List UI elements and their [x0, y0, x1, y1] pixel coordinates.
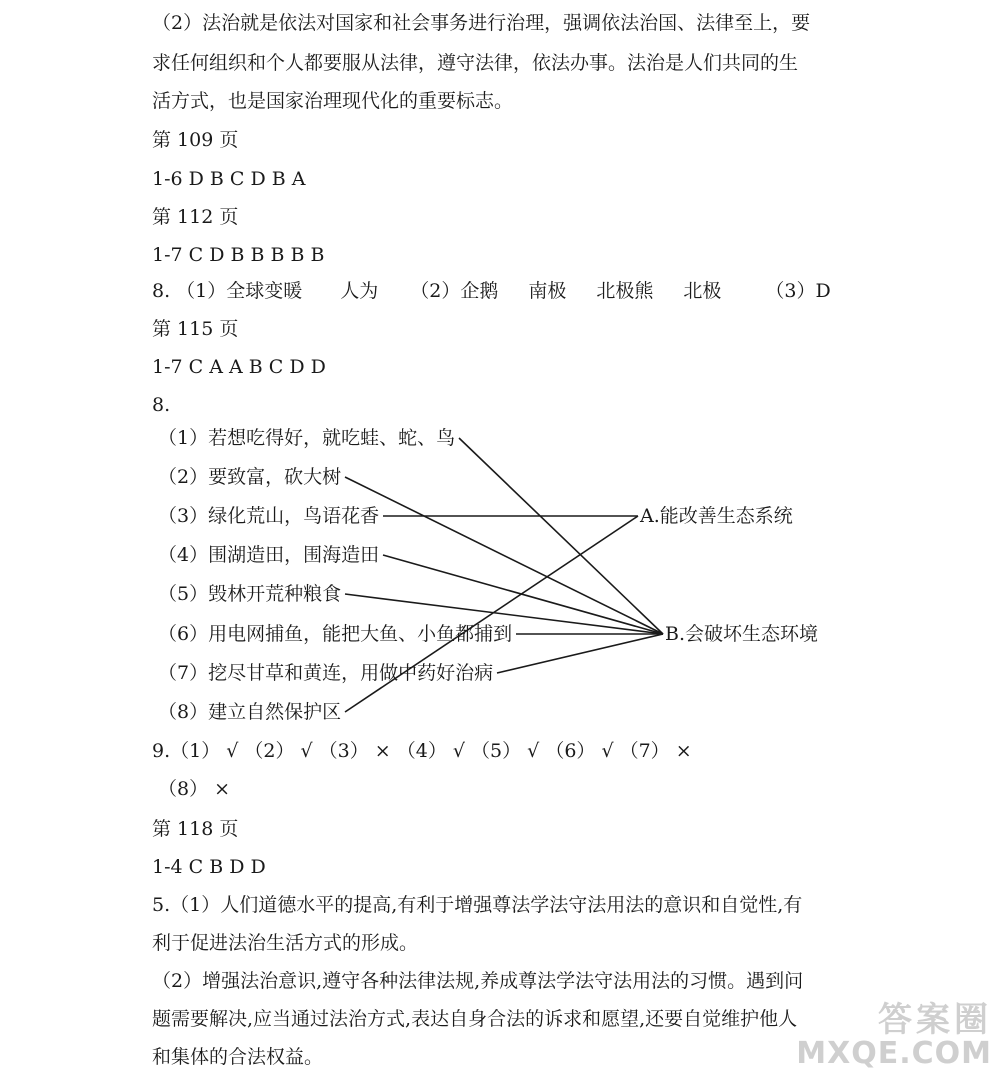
match-line-7-b: [497, 634, 663, 673]
q5-line: （2）增强法治意识,遵守各种法律法规,养成尊法学法守法用法的习惯。遇到问: [152, 970, 804, 992]
q8-part: （3）D: [765, 280, 831, 302]
q8-part: 8. （1）全球变暖: [152, 280, 303, 302]
target-a: A.能改善生态系统: [640, 505, 793, 527]
target-b: B.会破坏生态环境: [665, 623, 819, 645]
match-item: （7）挖尽甘草和黄连，用做中药好治病: [158, 662, 494, 684]
page-heading-112: 第 112 页: [152, 206, 239, 228]
match-item: （5）毁林开荒种粮食: [158, 583, 342, 605]
q5-line: 利于促进法治生活方式的形成。: [152, 932, 419, 954]
answers-112: 1-7 C D B B B B B: [152, 244, 325, 266]
q8-label-115: 8.: [152, 394, 171, 416]
paragraph-line: 活方式，也是国家治理现代化的重要标志。: [152, 90, 514, 112]
match-item: （6）用电网捕鱼，能把大鱼、小鱼都捕到: [158, 623, 513, 645]
page-heading-115: 第 115 页: [152, 318, 239, 340]
match-item: （1）若想吃得好，就吃蛙、蛇、鸟: [158, 427, 456, 449]
q5-line: 5.（1）人们道德水平的提高,有利于增强尊法学法守法用法的意识和自觉性,有: [152, 894, 803, 916]
match-line-5-b: [345, 594, 663, 634]
q8-part: 南极: [528, 280, 567, 302]
answers-118: 1-4 C B D D: [152, 856, 266, 878]
answers-109: 1-6 D B C D B A: [152, 168, 306, 190]
page-heading-109: 第 109 页: [152, 129, 239, 151]
q8-part: 北极: [683, 280, 722, 302]
match-line-2-b: [345, 477, 663, 634]
paragraph-line: 求任何组织和个人都要服从法律，遵守法律，依法办事。法治是人们共同的生: [152, 52, 799, 74]
q5-line: 题需要解决,应当通过法治方式,表达自身合法的诉求和愿望,还要自觉维护他人: [152, 1008, 798, 1030]
paragraph-line: （2）法治就是依法对国家和社会事务进行治理，强调依法治国、法律至上，要: [152, 12, 811, 34]
match-item: （8）建立自然保护区: [158, 701, 342, 723]
match-item: （4）围湖造田，围海造田: [158, 544, 380, 566]
q8-part: 人为: [340, 280, 379, 302]
watermark-url: MXQE.COM: [796, 1036, 992, 1071]
match-item: （2）要致富，砍大树: [158, 466, 342, 488]
watermark-logo: [796, 1002, 992, 1070]
q9-row2: （8） ×: [158, 778, 231, 800]
answers-115: 1-7 C A A B C D D: [152, 356, 326, 378]
q9-row1: 9.（1） √ （2） √ （3） × （4） √ （5） √ （6） √ （7） ×: [152, 740, 692, 762]
q5-line: 和集体的合法权益。: [152, 1046, 324, 1068]
q8-part: （2）企鹅: [410, 280, 499, 302]
q8-part: 北极熊: [596, 280, 654, 302]
watermark-text: 答案圈: [878, 1000, 992, 1040]
match-item: （3）绿化荒山，鸟语花香: [158, 505, 380, 527]
page-heading-118: 第 118 页: [152, 818, 239, 840]
